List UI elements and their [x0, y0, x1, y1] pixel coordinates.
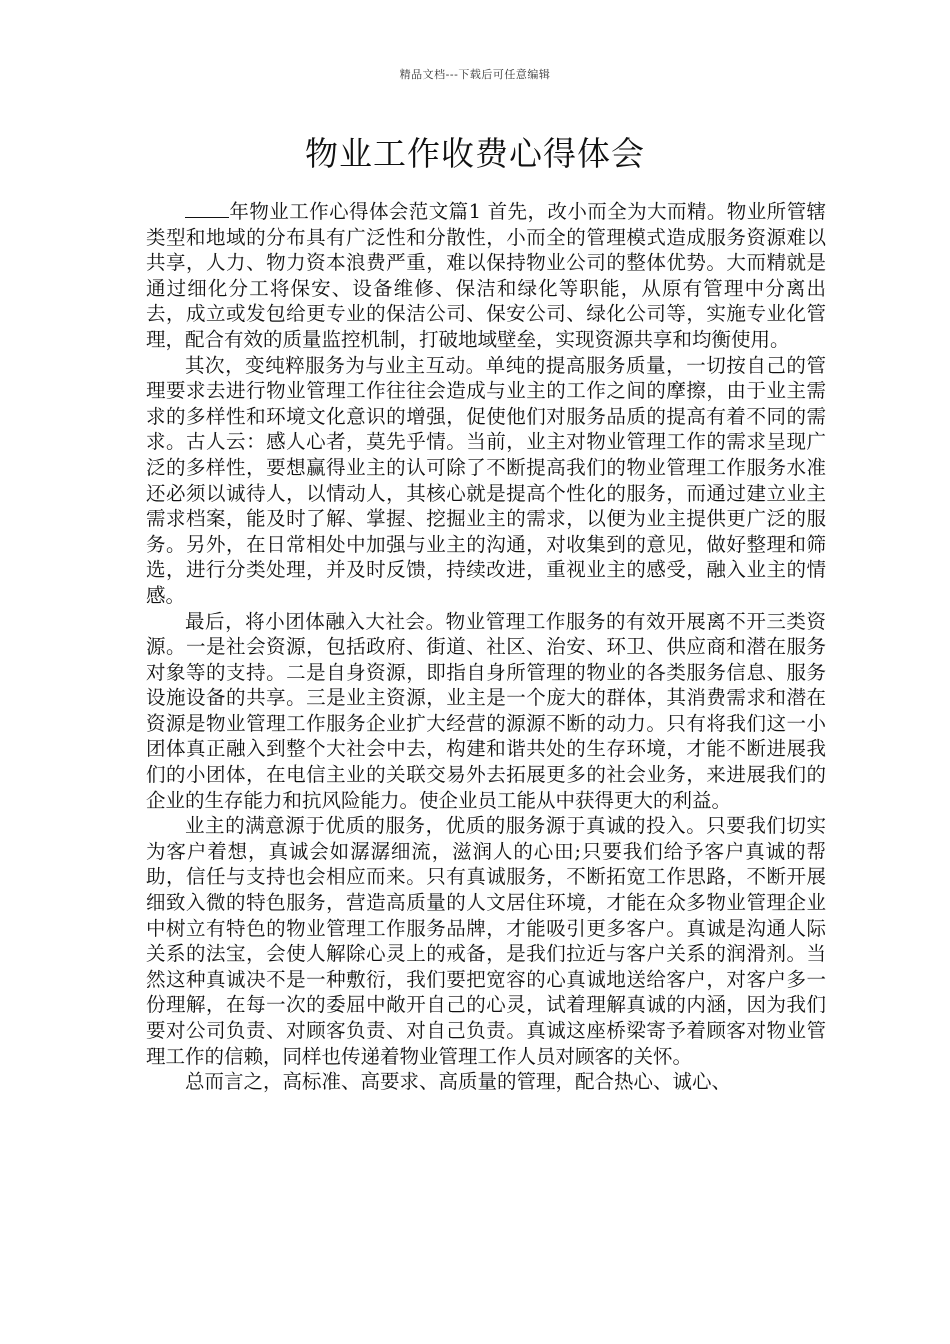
document-body — [146, 199, 826, 1095]
paragraph-2 — [146, 353, 826, 609]
paragraph-text: 其次，变纯粹服务为与业主互动。单纯的提高服务质量，一切按自己的管理要求去进行物业管理工作往往会造成与业主的工作之间的摩擦，由于业主需求的多样性和环境文化意识的增强，促使他们对服务品质的提高有着不同的需求。古人云：感人心者，莫先乎情。当前，业主对物业管理工作的需求呈现广泛的多样性，要想赢得业主的认可除了不断提高我们的物业管理工作服务水准还必须以诚待人，以情动人，其核心就是提高个性化的服务，而通过建立业主需求档案，能及时了解、掌握、挖掘业主的需求，以便为业主提供更广泛的服务。另外，在日常相处中加强与业主的沟通，对收集到的意见，做好整理和筛选，进行分类处理，并及时反馈，持续改进，重视业主的感受，融入业主的情感。 — [146, 353, 826, 607]
paragraph-text: 年物业工作心得体会范文篇1 首先，改小而全为大而精。物业所管辖类型和地域的分布具有广泛性和分散性，小而全的管理模式造成服务资源难以共享，人力、物力资本浪费严重，难以保持物业公司的整体优势。大而精就是通过细化分工将保安、设备维修、保洁和绿化等职能，从原有管理中分离出去，成立或发包给更专业的保洁公司、保安公司、绿化公司等，实施专业化管理，配合有效的质量监控机制，打破地域壁垒，实现资源共享和均衡使用。 — [146, 200, 826, 351]
paragraph-3 — [146, 609, 826, 814]
document-title: 物业工作收费心得体会 — [305, 134, 645, 173]
paragraph-text: 最后，将小团体融入大社会。物业管理工作服务的有效开展离不开三类资源。一是社会资源，包括政府、街道、社区、治安、环卫、供应商和潜在服务对象等的支持。二是自身资源，即指自身所管理的物业的各类服务信息、服务设施设备的共享。三是业主资源，业主是一个庞大的群体，其消费需求和潜在资源是物业管理工作服务企业扩大经营的源源不断的动力。只有将我们这一小团体真正融入到整个大社会中去，构建和谐共处的生存环境，才能不断进展我们的小团体，在电信主业的关联交易外去拓展更多的社会业务，来进展我们的企业的生存能力和抗风险能力。使企业员工能从中获得更大的利益。 — [146, 609, 826, 812]
paragraph-5 — [146, 1069, 826, 1095]
paragraph-text: 总而言之，高标准、高要求、高质量的管理，配合热心、诚心、 — [185, 1070, 732, 1094]
paragraph-text: 业主的满意源于优质的服务，优质的服务源于真诚的投入。只要我们切实为客户着想，真诚会如潺潺细流，滋润人的心田;只要我们给予客户真诚的帮助，信任与支持也会相应而来。只有真诚服务，不断拓宽工作思路，不断开展细致入微的特色服务，营造高质量的人文居住环境，才能在众多物业管理企业中树立有特色的物业管理工作服务品牌，才能吸引更多客户。真诚是沟通人际关系的法宝，会使人解除心灵上的戒备，是我们拉近与客户关系的润滑剂。当然这种真诚决不是一种敷衍，我们要把宽容的心真诚地送给客户，对客户多一份理解，在每一次的委屈中敞开自己的心灵，试着理解真诚的内涵，因为我们要对公司负责、对顾客负责、对自己负责。真诚这座桥梁寄予着顾客对物业管理工作的信赖，同样也传递着物业管理工作人员对顾客的关怀。 — [146, 814, 826, 1068]
paragraph-4 — [146, 813, 826, 1069]
header-note: 精品文档---下载后可任意编辑 — [399, 68, 551, 81]
fill-in-blank — [185, 199, 229, 218]
paragraph-1 — [146, 199, 826, 353]
